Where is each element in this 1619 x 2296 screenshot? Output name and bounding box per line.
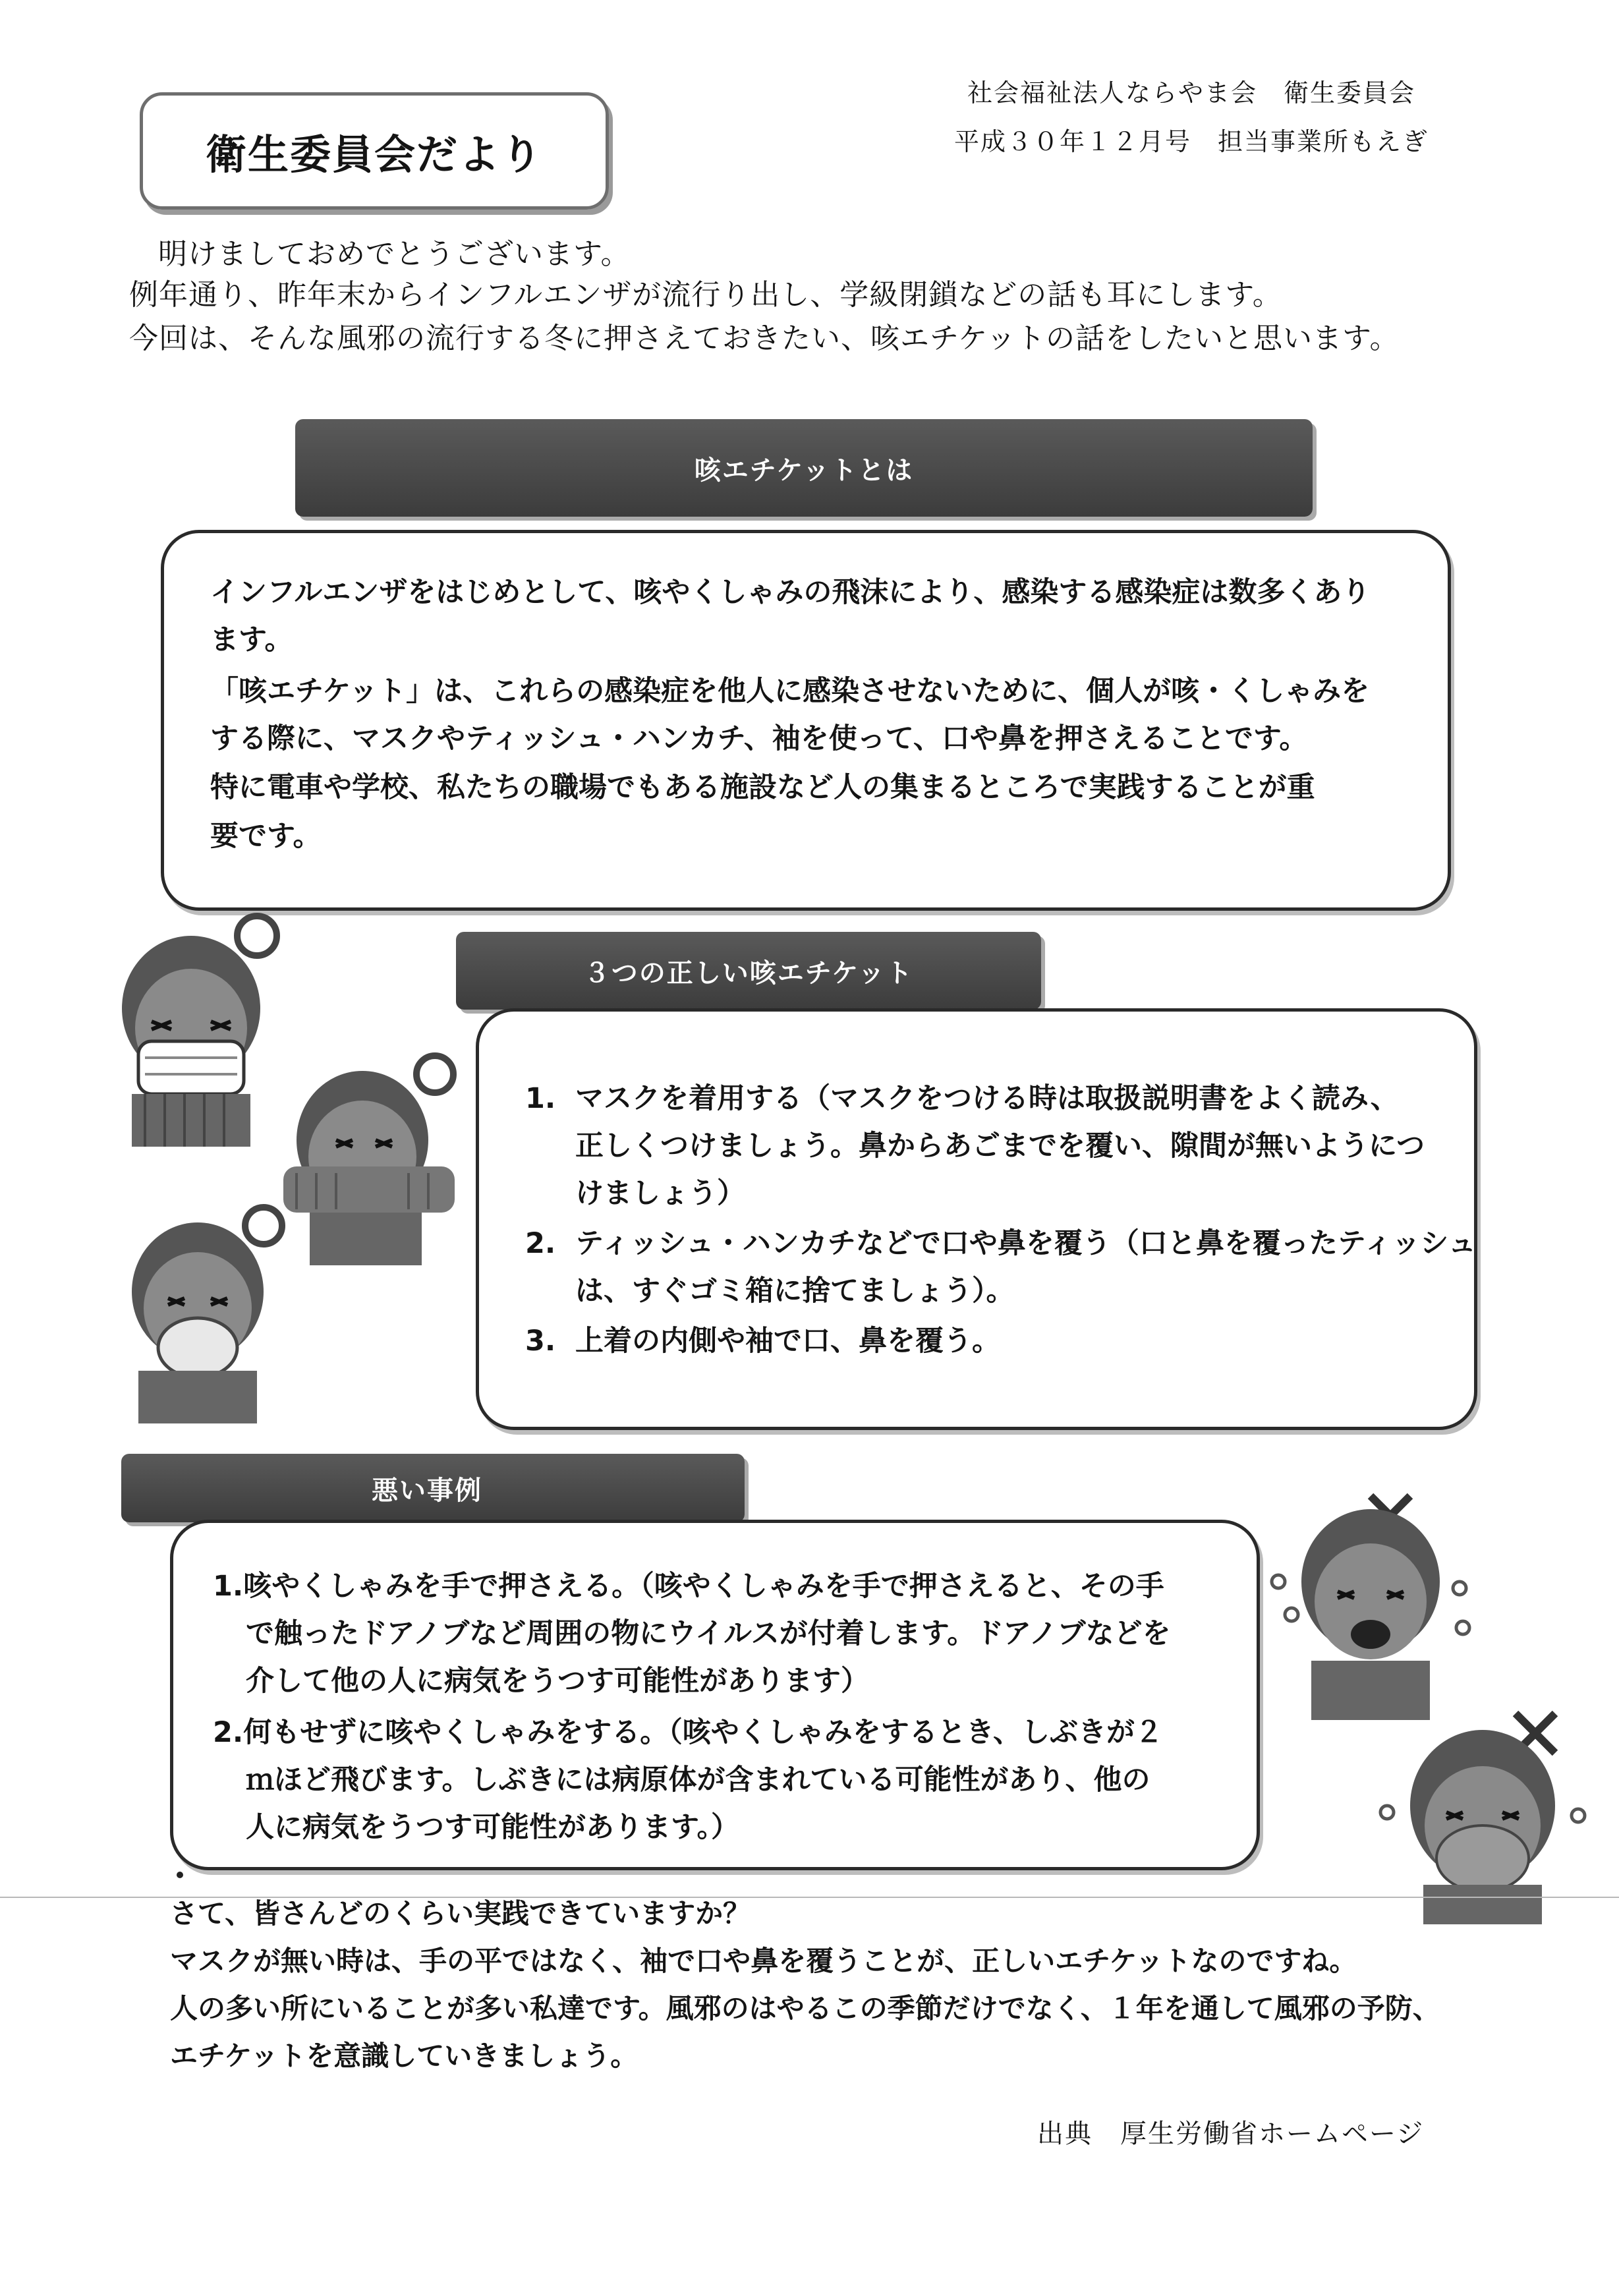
mask-person-illustration	[105, 909, 303, 1147]
list-item-text: 上着の内側や袖で口、鼻を覆う。	[575, 1325, 1000, 1358]
definition-line: ます。	[210, 623, 293, 656]
list-item-text: は、すぐゴミ箱に捨てましょう）。	[575, 1275, 1015, 1307]
intro-line: 例年通り、昨年末からインフルエンザが流行り出し、学級閉鎖などの話も耳にします。	[129, 278, 1282, 312]
sleeve-person-illustration	[277, 1041, 474, 1265]
bad-example-line: 2.何もせずに咳やくしゃみをする。（咳やくしゃみをするとき、しぶきが２	[213, 1716, 1164, 1749]
bad-example-line: で触ったドアノブなど周囲の物にウイルスが付着します。ドアノブなどを	[246, 1617, 1171, 1650]
list-item-text: ティッシュ・ハンカチなどで口や鼻を覆う（口と鼻を覆ったティッシュ	[575, 1227, 1477, 1260]
intro-line: 今回は、そんな風邪の流行する冬に押さえておきたい、咳エチケットの話をしたいと思います。	[129, 322, 1400, 355]
section-heading-bad-examples: 悪い事例	[121, 1454, 745, 1522]
bad-example-line: ｍほど飛びます。しぶきには病原体が含まれている可能性があり、他の	[246, 1764, 1150, 1796]
bad-example-line: 人に病気をうつす可能性があります。）	[246, 1811, 740, 1844]
closing-line: 人の多い所にいることが多い私達です。風邪のはやるこの季節だけでなく、１年を通して風邪の予防、	[170, 1992, 1440, 2024]
list-number: 1.	[525, 1082, 556, 1115]
section-heading-three-etiquettes: ３つの正しい咳エチケット	[456, 932, 1041, 1010]
definition-line: インフルエンザをはじめとして、咳やくしゃみの飛沫により、感染する感染症は数多くあり	[210, 576, 1371, 609]
bad-example-line: 1.咳やくしゃみを手で押さえる。（咳やくしゃみを手で押さえると、その手	[213, 1570, 1164, 1603]
list-item-text: けましょう）	[575, 1177, 745, 1210]
section-heading-cough-etiquette: 咳エチケットとは	[295, 419, 1313, 517]
source-citation: 出典 厚生労働省ホームページ	[1037, 2119, 1425, 2149]
cough-no-cover-illustration	[1265, 1483, 1476, 1720]
stray-dot	[177, 1872, 183, 1878]
definition-line: する際に、マスクやティッシュ・ハンカチ、袖を使って、口や鼻を押さえることです。	[210, 722, 1308, 755]
list-item-text: 正しくつけましょう。鼻からあごまでを覆い、隙間が無いようにつ	[575, 1130, 1425, 1162]
tissue-person-illustration	[119, 1199, 303, 1423]
bad-example-line: 介して他の人に病気をうつす可能性があります）	[246, 1665, 869, 1698]
definition-box	[161, 530, 1451, 911]
definition-line: 要です。	[210, 820, 322, 853]
definition-line: 「咳エチケット」は、これらの感染症を他人に感染させないために、個人が咳・くしゃみを	[210, 675, 1370, 708]
newsletter-title: 衛生委員会だより	[140, 92, 609, 210]
cough-hand-cover-illustration	[1371, 1700, 1595, 1924]
organization-name: 社会福祉法人ならやま会 衛生委員会	[967, 78, 1416, 107]
closing-line: さて、皆さんどのくらい実践できていますか？	[170, 1897, 751, 1930]
list-item-text: マスクを着用する（マスクをつける時は取扱説明書をよく読み、	[575, 1082, 1399, 1115]
list-number: 3.	[525, 1325, 556, 1358]
bad-examples-box	[170, 1520, 1260, 1870]
definition-line: 特に電車や学校、私たちの職場でもある施設など人の集まるところで実践することが重	[210, 771, 1315, 804]
closing-line: マスクが無い時は、手の平ではなく、袖で口や鼻を覆うことが、正しいエチケットなのですね。	[170, 1945, 1357, 1977]
intro-greeting: 明けましておめでとうございます。	[158, 237, 631, 271]
list-number: 2.	[525, 1227, 556, 1260]
closing-line: エチケットを意識していきましょう。	[170, 2040, 639, 2072]
etiquette-list-box	[476, 1008, 1477, 1430]
issue-info: 平成３０年１２月号 担当事業所もえぎ	[954, 127, 1429, 156]
